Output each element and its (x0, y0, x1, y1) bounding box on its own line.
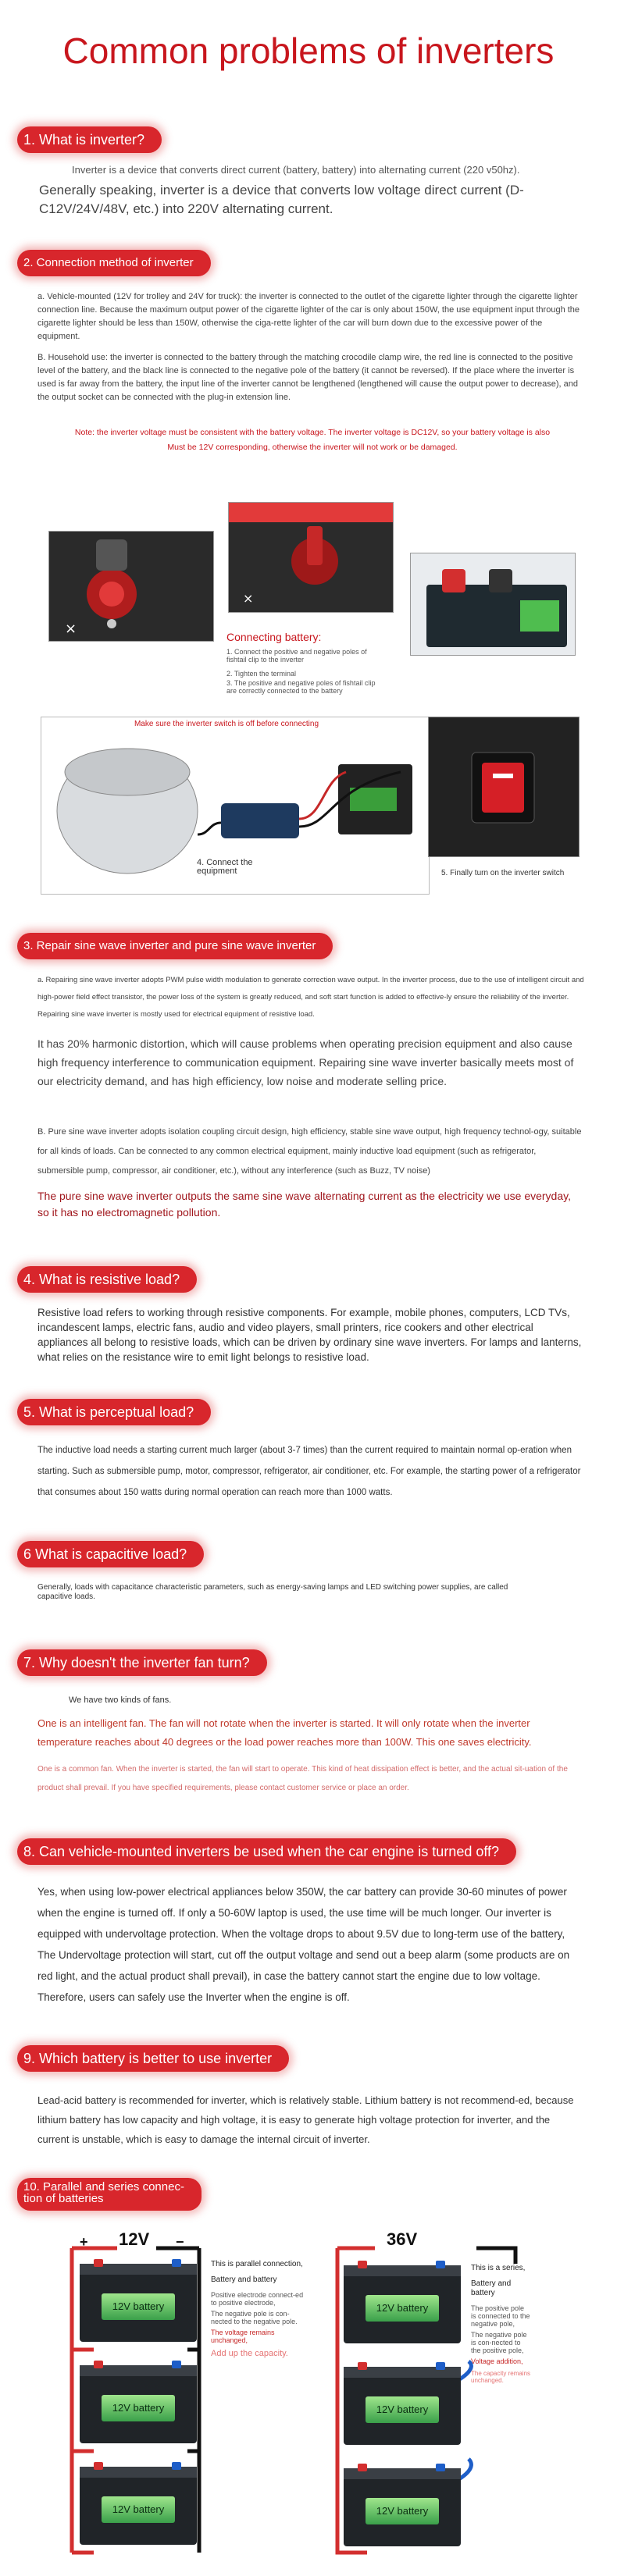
parallel-t4: The negative pole is con-nected to the negative pole. (211, 2310, 298, 2325)
parallel-t3: Positive electrode connect-ed to positive electrode, (211, 2291, 304, 2307)
section-8-heading: 8. Can vehicle-mounted inverters be used when the car engine is turned off? (17, 1838, 516, 1865)
terminal-tighten-illustration (229, 503, 393, 612)
s5-text: The inductive load needs a starting current much larger (about 3-7 times) than the current required to maintain normal op-eration when starting. Such as submersible pump, motor, compressor, refrigerator, air conditioner, etc. For example, the starting power of a refrigerator that consumes about 150 watts during normal operation can reach more than 1000 watts. (37, 1446, 581, 1497)
series-battery-1 (344, 2265, 461, 2343)
connecting-battery-title: Connecting battery: (226, 631, 322, 643)
battery-label: 12V battery (102, 2496, 175, 2523)
section-9-heading: 9. Which battery is better to use inverter (17, 2045, 289, 2072)
page-title: Common problems of inverters (62, 30, 555, 71)
battery-label: 12V battery (102, 2293, 175, 2320)
section-1-heading: 1. What is inverter? (17, 126, 162, 153)
s6-text: Generally, loads with capacitance characteristic parameters, such as energy-saving lamps and LED switching power supplies, are called capacitive loads. (37, 1583, 508, 1601)
connect-step-1: 1. Connect the positive and negative poles of fishtail clip to the inverter (226, 648, 367, 664)
series-voltage: 36V (387, 2229, 418, 2249)
s2-note1: Note: the inverter voltage must be consistent with the battery voltage. The inverter voltage is DC12V, so your battery voltage is also (74, 428, 551, 437)
s3-para-b: B. Pure sine wave inverter adopts isolation coupling circuit design, high efficiency, stable sine wave output, high frequency technol-ogy, suitable for all kinds of loads. Can be connected to any common electrical equipment, mainly inductive load equipment (such as refrigerator, submersible pump, compressor, air conditioner, etc.), without any interference (such as Buzz, TV noise) (37, 1127, 582, 1176)
parallel-t5: The voltage remains unchanged, (211, 2329, 275, 2344)
battery-clip-photo (410, 553, 576, 656)
parallel-t2: Battery and battery (211, 2275, 277, 2284)
series-t3: The positive pole is connected to the negative pole, (471, 2304, 530, 2328)
section-10-heading (17, 2178, 202, 2211)
series-t1: This is a series, (471, 2264, 526, 2272)
s4-text: Resistive load refers to working through resistive components. For example, mobile phones, computers, LCD TVs, incandescent lamps, electric fans, audio and video players, small printers, rice cookers and other electrical appliances all belong to resistive loads, which can be driven by ordinary sine wave inverters. For lamps and lanterns, what relies on the resistance wire to emit light belongs to resistive load. (37, 1307, 582, 1363)
inverter-switch-photo (428, 717, 580, 857)
parallel-diagram (62, 2217, 531, 2576)
section-7-heading: 7. Why doesn't the inverter fan turn? (17, 1649, 267, 1676)
s1-line1: Inverter is a device that converts direct current (battery, battery) into alternating current (220 v50hz). (72, 164, 520, 176)
minus-sign: − (176, 2234, 184, 2250)
section-5-heading: 5. What is perceptual load? (17, 1399, 211, 1425)
s8-text: Yes, when using low-power electrical appliances below 350W, the car battery can provide 30-60 minutes of power when the engine is turned off. If only a 50-60W laptop is used, the use time will be much longer. Our inverter is equipped with undervoltage protection. When the voltage drops to about 9.5V due to long-term use of the battery, The Undervoltage protection will start, cut off the output voltage and send out a beep alarm (some products are on red light, and the actual product shall prevail), in case the battery cannot start the engine due to low voltage. Therefore, users can safely use the Inverter when the engine is off. (37, 1886, 570, 2003)
battery-label: 12V battery (366, 2498, 439, 2524)
battery-label: 12V battery (366, 2396, 439, 2423)
section-2-heading: 2. Connection method of inverter (17, 250, 211, 276)
plus-sign: + (80, 2234, 88, 2250)
series-battery-3 (344, 2468, 461, 2546)
s7-intelligent-fan: One is an intelligent fan. The fan will not rotate when the inverter is started. It will only rotate when the inverter temperature reaches about 40 degrees or the load power reaches more than 100W. This one saves electricity. (37, 1717, 532, 1748)
terminal-illustration (49, 532, 213, 641)
parallel-battery-3 (80, 2467, 197, 2545)
s2-para-b: B. Household use: the inverter is connected to the battery through the matching crocodile clamp wire, the red line is connected to the positive level of the battery, and the black line is connected to the negative pole of the battery (it cannot be reversed). If the place where the inverter is used is far away from the battery, the input line of the inverter cannot be lengthened (lengthened will cause the output power to decrease), and the output socket can be connected with the plug-in extension line. (37, 353, 579, 402)
series-t2: Battery and battery (471, 2279, 512, 2297)
parallel-notes (211, 2260, 305, 2358)
s2-para-a: a. Vehicle-mounted (12V for trolley and 24V for truck): the inverter is connected to the outlet of the cigarette lighter through the cigarette lighter connection line. Because the maximum output power of the cigarette lighter of the car is only about 150W, the use equipment input through the cigarette lighter should be less than 150W, otherwise the ciga-rette lighter of the car will burn down due to the excessive power of the equipment. (37, 292, 580, 341)
connect-step-4: 4. Connect the equipment (197, 858, 253, 876)
s7-common-fan: One is a common fan. When the inverter is started, the fan will start to operate. This kind of heat dissipation effect is better, and the actual sit-uation of the product shall prevail. If you have specified requirements, please contact customer service or place an order. (37, 1765, 568, 1792)
s10-heading-line1: 10. Parallel and series connec- (23, 2180, 184, 2194)
series-t6: The capacity remains unchanged. (471, 2370, 531, 2384)
svg-text:×: × (65, 621, 77, 637)
parallel-t1: This is parallel connection, (211, 2260, 303, 2268)
series-battery-2 (344, 2367, 461, 2445)
connect-step-2: 2. Tighten the terminal (226, 670, 297, 678)
series-t4: The negative pole is con-nected to the positive pole, (471, 2331, 527, 2354)
battery-label: 12V battery (366, 2295, 439, 2322)
battery-label: 12V battery (102, 2395, 175, 2421)
s9-text: Lead-acid battery is recommended for inverter, which is relatively stable. Lithium battery is not recommend-ed, because lithium battery has low capacity and high voltage, it is easy to generate high voltage protection for inverter, and the current is unstable, which is easy to damage the internal circuit of inverter. (37, 2094, 574, 2145)
series-notes (471, 2264, 531, 2384)
switch-illustration (429, 717, 579, 856)
parallel-t6: Add up the capacity. (211, 2349, 288, 2358)
svg-text:×: × (243, 591, 254, 606)
section-3-heading: 3. Repair sine wave inverter and pure sine wave inverter (17, 933, 333, 959)
connect-step-5: 5. Finally turn on the inverter switch (441, 869, 565, 877)
s3-para-a: a. Repairing sine wave inverter adopts PWM pulse width modulation to generate correction wave output. In the inverter process, due to the use of intelligent circuit and high-power field effect transistor, the power loss of the system is greatly reduced, and soft start function is added to effective-ly ensure the reliability of the inverter. Repairing sine wave inverter is mostly used for electrical equipment of resistive load. (37, 976, 584, 1019)
connect-step-3: 3. The positive and negative poles of fishtail clip are correctly connected to the battery (226, 679, 376, 695)
inverter-terminal-photo-1 (48, 531, 214, 642)
series-t5: Voltage addition, (471, 2357, 523, 2365)
parallel-voltage: 12V (119, 2229, 150, 2249)
switch-off-note: Make sure the inverter switch is off before connecting (134, 720, 319, 728)
s1-line2: Generally speaking, inverter is a device that converts low voltage direct current (D-C12V/24V/48V, etc.) into 220V alternating current. (39, 183, 524, 216)
s7-intro: We have two kinds of fans. (69, 1695, 172, 1705)
battery-clip-illustration (411, 553, 575, 655)
s10-heading-line2: tion of batteries (23, 2192, 104, 2205)
inverter-terminal-photo-2 (228, 502, 394, 613)
s3-para-b2: The pure sine wave inverter outputs the same sine wave alternating current as the electricity we use everyday, so it has no electromagnetic pollution. (37, 1190, 571, 1219)
parallel-battery-2 (80, 2365, 197, 2443)
parallel-battery-1 (80, 2264, 197, 2342)
section-4-heading: 4. What is resistive load? (17, 1266, 197, 1293)
section-6-heading: 6 What is capacitive load? (17, 1541, 204, 1567)
s3-para-a2: It has 20% harmonic distortion, which will cause problems when operating precision equipment and also cause high frequency interference to communication equipment. Repairing sine wave inverter basically meets most of our electricity demand, and has high efficiency, low noise and moderate selling price. (37, 1037, 574, 1087)
s2-note2: Must be 12V corresponding, otherwise the inverter will not work or be damaged. (167, 443, 458, 452)
